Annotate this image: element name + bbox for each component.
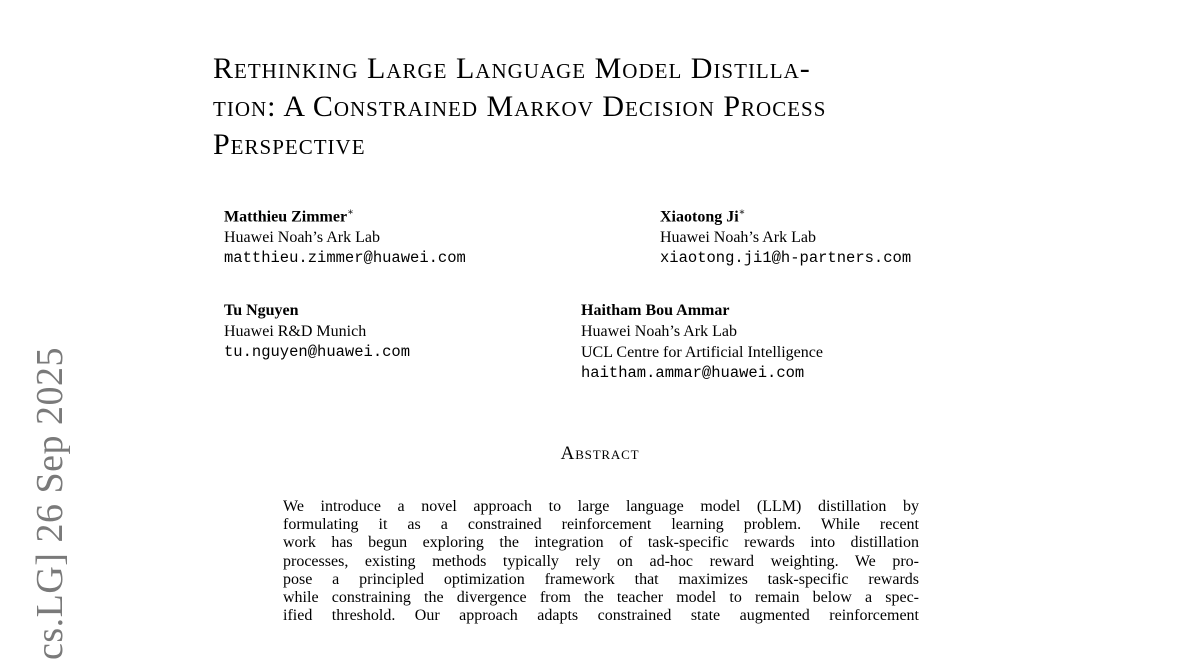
arxiv-identifier-stamp: cs.LG] 26 Sep 2025 bbox=[29, 347, 71, 660]
author-affiliation: Huawei Noah’s Ark Lab bbox=[224, 229, 380, 247]
abstract-line: ified threshold. Our approach adapts constrained state augmented reinforcement bbox=[283, 607, 919, 625]
abstract-body bbox=[283, 498, 919, 625]
abstract-line: We introduce a novel approach to large language model (LLM) distillation by bbox=[283, 498, 919, 515]
author-name: Haitham Bou Ammar bbox=[581, 302, 730, 319]
author-affiliation: Huawei R&D Munich bbox=[224, 323, 367, 340]
abstract-line: formulating it as a constrained reinforcement learning problem. While recent bbox=[283, 516, 919, 534]
abstract-line: processes, existing methods typically rely on ad-hoc reward weighting. We pro- bbox=[283, 552, 919, 570]
author-block bbox=[660, 202, 911, 269]
author-name: Xiaotong Ji∗ bbox=[660, 207, 746, 226]
title-line: Rethinking Large Language Model Distilla- bbox=[213, 52, 811, 85]
author-block bbox=[224, 300, 410, 363]
author-email[interactable]: haitham.ammar@huawei.com bbox=[581, 364, 805, 382]
author-name: Tu Nguyen bbox=[224, 302, 299, 319]
paper-title bbox=[213, 50, 1013, 164]
equal-contribution-mark: ∗ bbox=[347, 207, 354, 218]
author-email[interactable]: tu.nguyen@huawei.com bbox=[224, 343, 411, 361]
abstract-line: while constraining the divergence from the teacher model to remain below a spec- bbox=[283, 589, 919, 607]
author-name: Matthieu Zimmer∗ bbox=[224, 207, 354, 226]
author-affiliation: Huawei Noah’s Ark Lab bbox=[581, 323, 737, 340]
author-affiliation: Huawei Noah’s Ark Lab bbox=[660, 229, 816, 247]
equal-contribution-mark: ∗ bbox=[738, 207, 746, 218]
title-line: Perspective bbox=[213, 128, 366, 161]
author-block bbox=[224, 202, 466, 269]
abstract-line: work has begun exploring the integration of task-specific rewards into distillation bbox=[283, 534, 919, 552]
title-line: tion: A Constrained Markov Decision Process bbox=[213, 90, 827, 123]
author-affiliation: UCL Centre for Artificial Intelligence bbox=[581, 344, 823, 361]
author-email[interactable]: xiaotong.ji1@h-partners.com bbox=[660, 249, 912, 268]
author-block bbox=[581, 300, 823, 384]
abstract-heading: Abstract bbox=[560, 443, 640, 464]
abstract-line: pose a principled optimization framework that maximizes task-specific rewards bbox=[283, 570, 919, 588]
author-email[interactable]: matthieu.zimmer@huawei.com bbox=[224, 249, 466, 268]
